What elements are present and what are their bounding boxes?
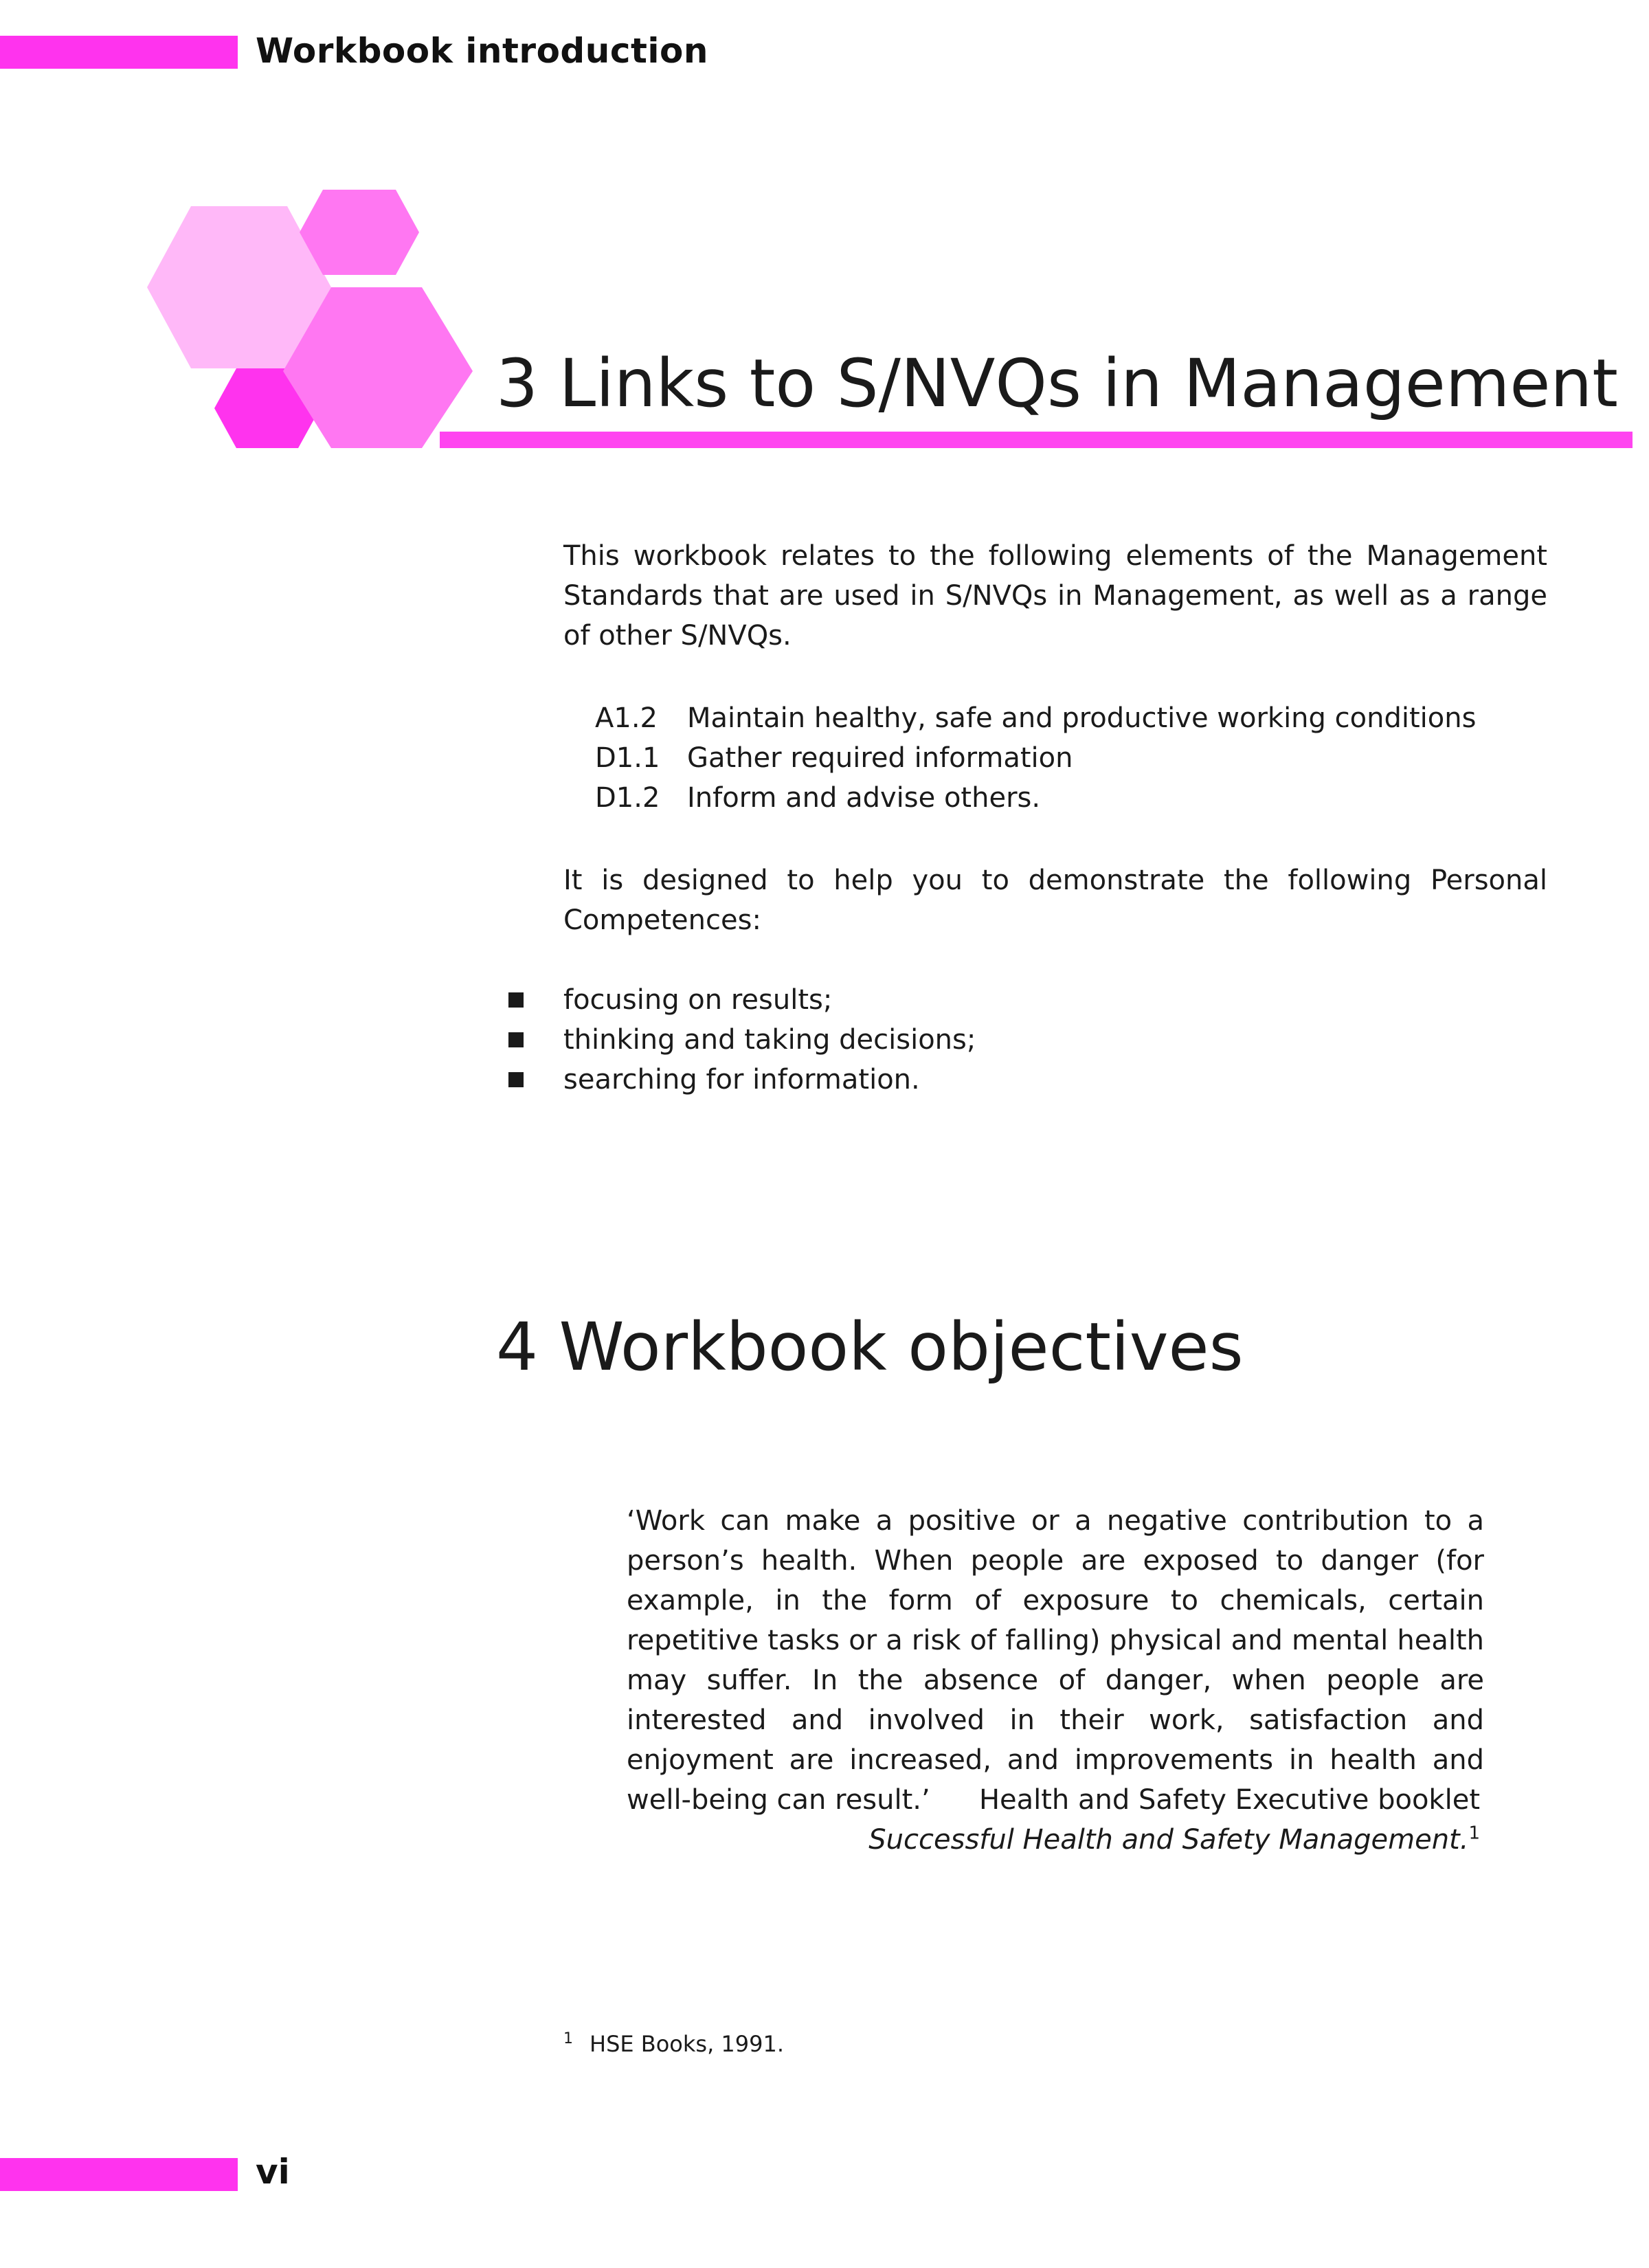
footnote-mark: 1 bbox=[563, 2030, 573, 2048]
hexagon-decoration bbox=[0, 0, 522, 481]
running-header-title: Workbook introduction bbox=[256, 31, 708, 71]
list-item-text: thinking and taking decisions; bbox=[563, 1024, 976, 1056]
element-code: D1.1 bbox=[595, 742, 660, 774]
quotation: ‘Work can make a positive or a negative contribution to a person’s health. When people are exposed to danger (for example, in the form of exposure to chemicals, certain repetitive tasks or a risk of falling) physical and mental health may suffer. In the absence of danger, when people are interested and involved in their work, satisfaction and enjoyment are increased, and improvements in health and well-being can result.’ bbox=[627, 1505, 1484, 1816]
square-bullet-icon bbox=[508, 1072, 524, 1087]
standards-element bbox=[595, 738, 1476, 778]
element-code: D1.2 bbox=[595, 782, 660, 814]
list-item-text: focusing on results; bbox=[563, 984, 833, 1016]
page-number: vi bbox=[256, 2152, 290, 2192]
square-bullet-icon bbox=[508, 1032, 524, 1047]
intro-paragraph: This workbook relates to the following elements of the Management Standards that are used in S/NVQs in Management, as well as a range of other S/NVQs. bbox=[563, 540, 1547, 652]
element-code: A1.2 bbox=[595, 702, 658, 734]
standards-elements-list bbox=[595, 698, 1476, 818]
hexagon-top bbox=[300, 190, 419, 275]
list-item bbox=[508, 1020, 976, 1060]
footnote-reference: 1 bbox=[1468, 1823, 1480, 1844]
attribution-title: Successful Health and Safety Management. bbox=[868, 1824, 1469, 1856]
element-text: Gather required information bbox=[687, 742, 1073, 774]
footnote bbox=[563, 2029, 784, 2059]
square-bullet-icon bbox=[508, 992, 524, 1008]
section-heading-rule bbox=[440, 432, 1633, 448]
element-text: Maintain healthy, safe and productive working conditions bbox=[687, 702, 1477, 734]
list-item-text: searching for information. bbox=[563, 1064, 920, 1096]
list-item bbox=[508, 1060, 976, 1100]
section-3-heading: 3 Links to S/NVQs in Management bbox=[496, 345, 1618, 422]
attribution-source: Health and Safety Executive booklet bbox=[978, 1784, 1480, 1816]
section-4-heading: 4 Workbook objectives bbox=[496, 1309, 1244, 1386]
list-item bbox=[508, 980, 976, 1020]
element-text: Inform and advise others. bbox=[687, 782, 1041, 814]
competences-intro-paragraph: It is designed to help you to demonstrate the following Personal Competences: bbox=[563, 865, 1547, 936]
quotation-attribution bbox=[868, 1780, 1480, 1860]
footer-accent-bar bbox=[0, 2158, 238, 2191]
standards-element bbox=[595, 698, 1476, 738]
footnote-text: HSE Books, 1991. bbox=[590, 2031, 785, 2057]
competences-list bbox=[508, 980, 976, 1100]
standards-element bbox=[595, 778, 1476, 818]
